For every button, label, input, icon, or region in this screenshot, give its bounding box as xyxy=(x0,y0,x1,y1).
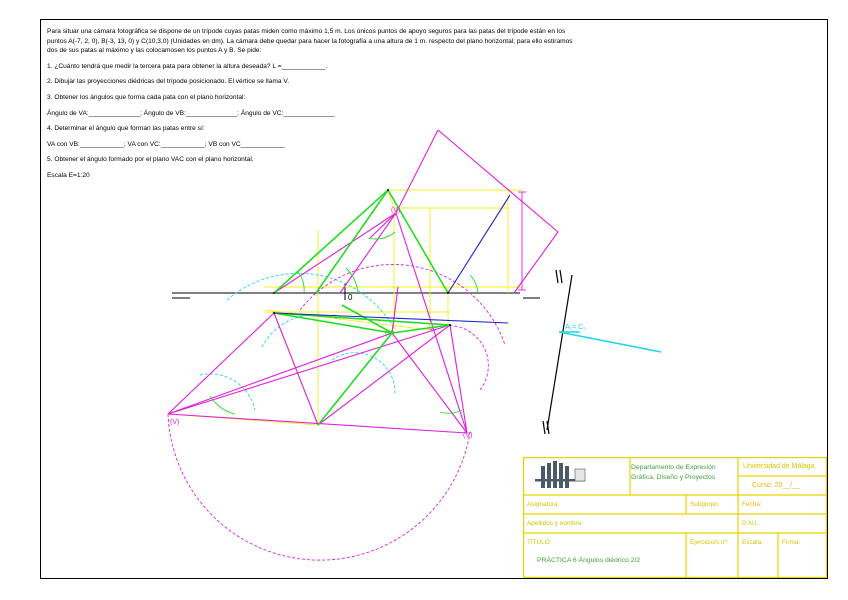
question-5: 5. Obtener el ángulo formado por el plano VAC con el plano horizontal. xyxy=(47,156,254,164)
question-1: 1. ¿Cuánto tendrá que medir la tercera pata para obtener la altura deseada? L =____________. xyxy=(47,62,328,70)
department-name: Departamento de Expresión Gráfica, Diseño y Proyectos xyxy=(631,464,716,481)
ground-line xyxy=(172,283,540,300)
v-label: (V) xyxy=(170,419,180,426)
subject-field: Asignatura: xyxy=(527,501,560,508)
statement-line: puntos A(-7, 2, 0), B(-3, 13, 0) y C(10,3,0) (Unidades en dm). La cámara debe quedar para hacer la fotografía a una altura de 1 m. respecto del plano horizontal; para ello estiramos xyxy=(47,37,573,45)
question-4: 4. Determinar el ángulo que forman las patas entre sí: xyxy=(47,125,205,133)
v-label: (V) xyxy=(391,207,401,214)
blue-lines xyxy=(274,195,510,323)
origin-label: 0 xyxy=(348,293,353,302)
cyan-dashed-arcs xyxy=(200,273,395,410)
question-2: 2. Dibujar las proyecciones diédricas del trípode posicionado. El vértice se llama V. xyxy=(47,78,290,86)
subgroup-field: Subgrupo: xyxy=(690,501,720,508)
scale-field: Escala: xyxy=(742,539,763,546)
university-logo xyxy=(535,461,585,488)
names-field: Apellidos y nombre: xyxy=(527,520,584,527)
v-label: (V) xyxy=(385,330,395,337)
height-dimension xyxy=(518,192,526,290)
university-name: Universidad de Málaga xyxy=(743,463,815,470)
auxiliary-cyan-line xyxy=(559,332,661,352)
exercise-field: Ejercicio/s nº: xyxy=(690,539,729,546)
v-label: (V) xyxy=(463,432,473,439)
course-field: Curso: 20__/__ xyxy=(752,482,800,489)
date-field: Fecha: xyxy=(742,501,762,508)
question-3-answers: Ángulo de VA:______________; Ángulo de VB:______________; Ángulo de VC:______________ xyxy=(47,109,335,117)
auxiliary-view xyxy=(543,270,572,434)
green-lines xyxy=(274,190,450,425)
scale-note: Escala E=1:20 xyxy=(47,171,90,179)
point-markers xyxy=(273,189,451,326)
question-3: 3. Obtener los ángulos que forma cada pata con el plano horizontal: xyxy=(47,93,246,101)
practice-title: PRÁCTICA 6 Ángulos diédrico 2/2 xyxy=(537,557,641,564)
signature-field: Firma: xyxy=(782,539,801,546)
statement-line: Para situar una cámara fotográfica se dispone de un trípode cuyas patas miden como máximo 1,5 m. Los únicos puntos de apoyo seguros para las patas del trípode están en los xyxy=(47,28,566,35)
magenta-lines xyxy=(168,130,558,433)
title-label: TÍTULO: xyxy=(527,539,552,546)
angle-arcs xyxy=(210,232,478,414)
ac-label: A₁= C₁ xyxy=(565,324,586,331)
question-4-answers: VA con VB:____________; VA con VC:____________; VB con VC____________ xyxy=(47,140,285,148)
dni-field: D.N.I.: xyxy=(742,520,761,527)
statement-line: dos de sus patas al máximo y las colocamosen los puntos A y B. Se pide: xyxy=(47,47,262,55)
